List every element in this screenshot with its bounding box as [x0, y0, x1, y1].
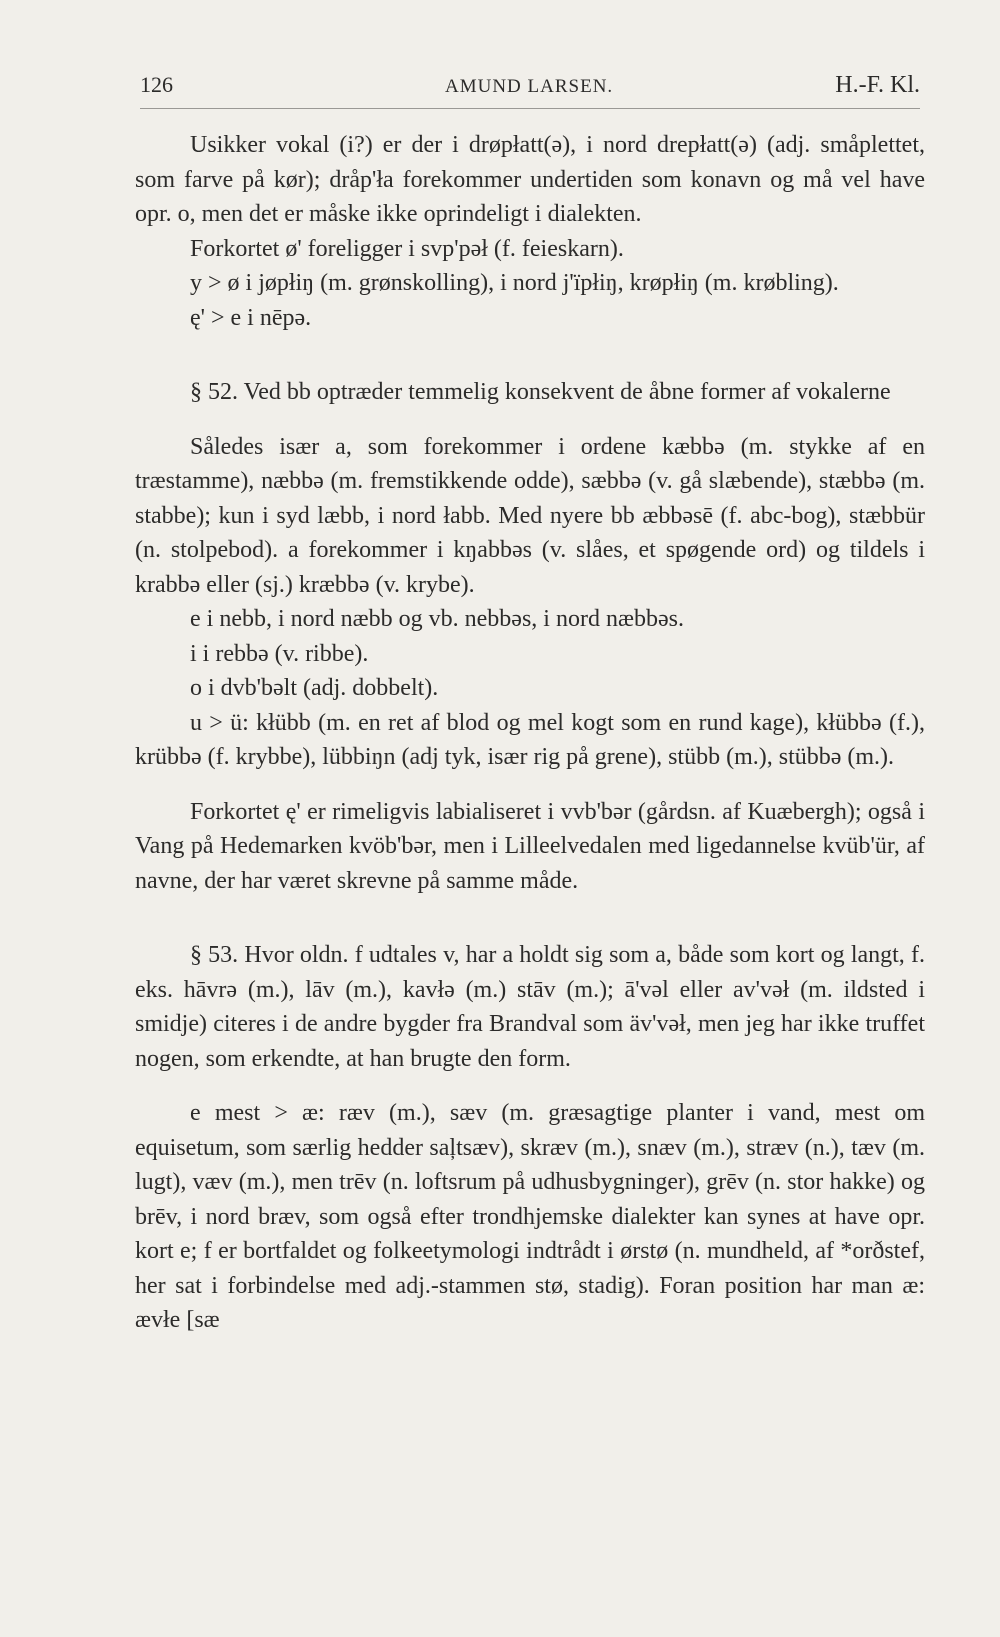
page-body: [135, 128, 925, 1338]
paragraph: o i dvb'bəlt (adj. dobbelt).: [190, 675, 439, 701]
paragraph: y > ø i jøpłiŋ (m. grønskolling), i nord j'ïpłiŋ, krøpłiŋ (m. krøbling).: [190, 270, 839, 296]
paragraph: Forkortet ę' er rimeligvis labialiseret i vvb'bər (gårdsn. af Kuæbergh); også i Vang på Hedemarken kvöb'bər, men i Lilleelvedalen med ligedannelse kvüb'ür, af navne, der har været skrevne på samme måde.: [135, 798, 925, 894]
section-paragraph: § 53. Hvor oldn. f udtales v, har a holdt sig som a, både som kort og langt, f. eks. hāvrə (m.), lāv (m.), kavłə (m.) stāv (m.); ā'vəl eller av'vəł (m. ildsted i smidje) citeres i de andre bygder fra Brandval som äv'vəł, men jeg har ikke truffet nogen, som erkendte, at han brugte den form.: [135, 942, 925, 1072]
paragraph: ę' > e i nēpə.: [190, 304, 312, 331]
section-label: H.-F. Kl.: [835, 72, 920, 98]
header-rule: [140, 108, 920, 109]
running-title: AMUND LARSEN.: [445, 76, 614, 97]
section-paragraph: § 52. Ved bb optræder temmelig konsekvent de åbne former af vokalerne: [190, 379, 891, 405]
paragraph: Således især a, som forekommer i ordene kæbbə (m. stykke af en træstamme), næbbə (m. fremstikkende odde), sæbbə (v. gå slæbende), stæbbə (m. stabbe); kun i syd læbb, i nord łabb. Med nyere bb æbbəsē (f. abc-bog), stæbbür (n. stolpebod). a forekommer i kŋabbəs (v. slåes, et spøgende ord) og tildels i krabbə eller (sj.) kræbbə (v. krybe).: [135, 433, 925, 598]
paragraph: e i nebb, i nord næbb og vb. nebbəs, i nord næbbəs.: [190, 606, 684, 632]
paragraph: i i rebbə (v. ribbe).: [190, 640, 369, 667]
paragraph: Forkortet ø' foreligger i svp'pəł (f. feieskarn).: [190, 235, 624, 262]
paragraph: e mest > æ: ræv (m.), sæv (m. græsagtige planter i vand, mest om equisetum, som særlig hedder saļtsæv), skræv (m.), snæv (m.), stræv (n.), tæv (m. lugt), væv (m.), men trēv (n. loftsrum på udhusbygninger), grēv (n. stor hakke) og brēv, i nord bræv, som også efter trondhjemske dialekter kan synes at have opr. kort e; f er bortfaldet og folkeetymologi indtrådt i ørstø (n. mundheld, af *orðstef, her sat i forbindelse med adj.-stammen stø, stadig). Foran position har man æ: ævłe [sæ: [135, 1100, 925, 1333]
paragraph: Usikker vokal (i?) er der i drøpłatt(ə), i nord drepłatt(ə) (adj. småplettet, som farve på kør); dråp'ła forekommer undertiden som konavn og må vel have opr. o, men det er måske ikke oprindeligt i dialekten.: [135, 132, 925, 227]
page-header: [140, 72, 920, 112]
paragraph: u > ü: kłübb (m. en ret af blod og mel kogt som en rund kage), kłübbə (f.), krübbə (f. krybbe), lübbiŋn (adj tyk, især rig på grene), stübb (m.), stübbə (m.).: [135, 709, 925, 770]
page-number: 126: [140, 72, 173, 97]
